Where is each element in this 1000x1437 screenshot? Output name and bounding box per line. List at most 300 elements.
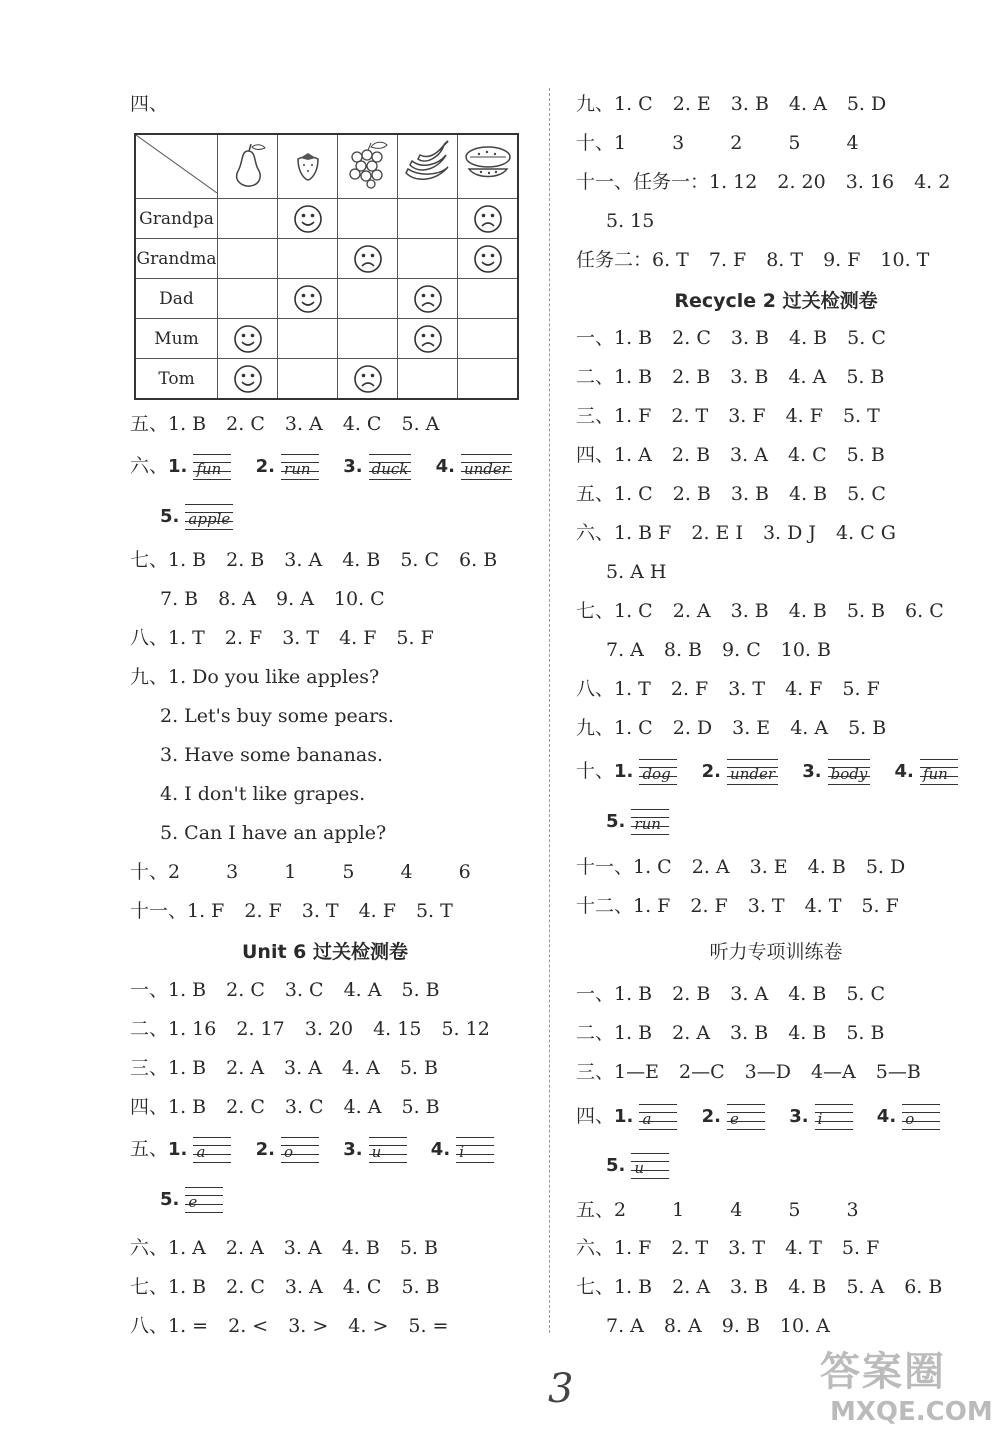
answer-item: 3. A xyxy=(730,983,769,1005)
answer-item: 4. F xyxy=(785,405,823,427)
answer-item: 7. A xyxy=(606,639,644,661)
smile-face-icon xyxy=(293,284,323,314)
answer-item: 1. C xyxy=(614,717,653,739)
answer-item: 3. C xyxy=(284,1096,324,1118)
question-number: 八、 xyxy=(576,678,615,700)
answer-item: 2. B xyxy=(226,549,265,571)
answer-item: 3. A xyxy=(730,444,768,466)
answer-item: 8. A xyxy=(663,1315,702,1337)
question-number: 七、 xyxy=(130,1276,169,1298)
answer-item: 4. T xyxy=(785,1237,822,1259)
handwriting-box xyxy=(193,454,231,480)
answer-line xyxy=(130,1095,460,1119)
question-number: 七、 xyxy=(576,1276,615,1298)
question-number: 八、 xyxy=(130,627,169,649)
answer-item: 3. B xyxy=(730,327,770,349)
sad-face-icon xyxy=(353,364,383,394)
answer-item: 5. B xyxy=(401,1096,440,1118)
answer-line xyxy=(576,1275,962,1299)
answer-item: 6. T xyxy=(652,249,689,271)
handwritten-answer: duck xyxy=(371,460,409,478)
sentence: 5. Can I have an apple? xyxy=(160,822,387,844)
answer-item: 3. A xyxy=(283,1237,322,1259)
answer-item: 4. 2 xyxy=(914,171,951,193)
answer-item: 3. B xyxy=(730,600,769,622)
question-number: 二、 xyxy=(130,1018,169,1040)
handwriting-box xyxy=(281,1137,319,1163)
answer-line xyxy=(576,894,919,918)
answer-item: 3. C xyxy=(284,979,324,1001)
answer-item: 10. A xyxy=(779,1315,830,1337)
answer-item: 2. C xyxy=(672,327,711,349)
item-number: 1. xyxy=(614,761,634,782)
answer-line xyxy=(130,1275,460,1299)
handwritten-answer: u xyxy=(371,1143,382,1161)
handwritten-answer: body xyxy=(830,765,868,783)
answer-item: 2. T xyxy=(671,405,709,427)
item-number: 1. xyxy=(614,1106,634,1127)
table-row xyxy=(135,279,518,319)
answer-item: 4. F xyxy=(358,900,396,922)
answer-item: 1. = xyxy=(168,1315,209,1337)
question-number: 五、 xyxy=(576,483,615,505)
handwriting-box xyxy=(920,759,958,785)
answer-item: 2. B xyxy=(671,444,711,466)
page-number: 3 xyxy=(548,1366,574,1412)
item-number: 4. xyxy=(894,761,914,782)
answer-item: 8. A xyxy=(218,588,257,610)
question-number: 十一、 xyxy=(576,856,634,878)
answer-line xyxy=(576,482,906,506)
answer-item: 7. A xyxy=(606,1315,644,1337)
answer-item: 6. C xyxy=(905,600,944,622)
answer-item: 3. B xyxy=(730,366,769,388)
answer-item: 2. T xyxy=(671,1237,709,1259)
sad-face-icon xyxy=(413,324,443,354)
answer-item: 5. B xyxy=(846,366,885,388)
row-label: Dad xyxy=(135,279,218,319)
sentence: 2. Let's buy some pears. xyxy=(160,705,394,727)
answer-item: 1. F xyxy=(187,900,225,922)
handwriting-box xyxy=(727,759,778,785)
answer-line xyxy=(576,759,958,785)
question-number: 六、 xyxy=(576,1237,615,1259)
strawberry-icon xyxy=(278,134,338,199)
answer-line xyxy=(576,677,900,701)
table-row xyxy=(135,319,518,359)
answer-item: 1. B xyxy=(614,327,653,349)
answer-item: 1—E xyxy=(614,1061,659,1083)
question-number: 八、 xyxy=(130,1315,169,1337)
answer-item: 5. F xyxy=(842,678,880,700)
answer-item: 3. A xyxy=(284,549,323,571)
answer-item: 3. A xyxy=(284,1057,322,1079)
answer-line xyxy=(130,1314,468,1338)
handwritten-answer: fun xyxy=(196,460,222,478)
order-answer: 1 3 2 5 4 xyxy=(614,132,879,154)
table-corner-cell xyxy=(135,134,218,199)
answer-item: 4. T xyxy=(804,895,842,917)
handwritten-answer: i xyxy=(817,1110,823,1128)
answer-item: 5. B xyxy=(401,1276,440,1298)
handwritten-answer: apple xyxy=(188,510,231,528)
handwriting-box xyxy=(727,1104,765,1130)
answer-item: 2. C xyxy=(226,979,265,1001)
answer-item: 3. A xyxy=(284,413,323,435)
handwritten-answer: dog xyxy=(642,765,671,783)
answer-item: 5. 12 xyxy=(441,1018,490,1040)
answer-item: 4. F xyxy=(785,678,823,700)
sad-face-icon xyxy=(353,244,383,274)
answer-item: 2. B xyxy=(672,483,711,505)
answer-line-7 xyxy=(130,548,517,572)
question-number: 十、 xyxy=(576,132,615,154)
question-number: 六、 xyxy=(576,522,615,544)
answer-line xyxy=(130,1236,458,1260)
answer-item: 2. A xyxy=(672,600,711,622)
answer-item: 3. T xyxy=(282,627,320,649)
smile-face-icon xyxy=(233,324,263,354)
answer-line xyxy=(576,326,906,350)
answer-item: 3. > xyxy=(288,1315,329,1337)
answer-item: 2. 17 xyxy=(236,1018,285,1040)
question-number: 四、 xyxy=(576,1105,615,1127)
item-number: 5. xyxy=(160,506,180,527)
order-answer: 2 3 1 5 4 6 xyxy=(168,861,491,883)
question-number: 三、 xyxy=(576,1061,615,1083)
watermelon-icon xyxy=(458,134,519,199)
fruit-preference-table xyxy=(134,133,519,400)
answer-line xyxy=(160,1187,223,1213)
answer-item: 2. F xyxy=(690,895,728,917)
question-number: 二、 xyxy=(576,366,615,388)
question-number: 五、 xyxy=(130,413,169,435)
answer-item: 1. A xyxy=(168,1237,206,1259)
question-number: 任务二： xyxy=(576,249,653,271)
answer-item: 3. E xyxy=(732,717,771,739)
answer-item: 1. C xyxy=(614,483,653,505)
item-number: 3. xyxy=(789,1106,809,1127)
answer-item: 5. B xyxy=(399,1057,438,1079)
answer-line xyxy=(576,1236,899,1260)
answer-item: 5. B xyxy=(846,1022,885,1044)
answer-item: 5. B xyxy=(846,600,886,622)
answer-item: 2. B xyxy=(672,366,711,388)
answer-item: 3. B xyxy=(730,483,770,505)
answer-line xyxy=(130,978,460,1002)
answer-item: 2. C xyxy=(226,413,265,435)
answer-line: 5. 15 xyxy=(606,210,655,232)
answer-item: 4. A xyxy=(341,1057,380,1079)
answer-item: 5. F xyxy=(861,895,899,917)
section-4-label: 四、 xyxy=(130,93,169,115)
answer-item: 1. B F xyxy=(614,522,672,544)
table-row xyxy=(135,199,518,239)
question-number: 五、 xyxy=(576,1199,615,1221)
question-number: 五、 xyxy=(130,1138,169,1160)
question-number: 九、 xyxy=(130,666,169,688)
answer-item: 4. A xyxy=(790,717,829,739)
table-row xyxy=(135,359,518,400)
answer-item: 3. T xyxy=(747,895,785,917)
answer-item: 4. B xyxy=(788,600,827,622)
answer-item: 1. A xyxy=(614,444,652,466)
item-number: 5. xyxy=(606,1155,626,1176)
question-number: 十、 xyxy=(130,861,169,883)
question-number: 一、 xyxy=(576,983,615,1005)
answer-line xyxy=(576,131,879,155)
answer-item: 7. F xyxy=(708,249,747,271)
handwritten-answer: o xyxy=(284,1143,294,1161)
answer-item: 3. T xyxy=(728,678,766,700)
answer-item: 3. B xyxy=(730,1276,769,1298)
answer-line xyxy=(130,1056,458,1080)
handwritten-answer: e xyxy=(730,1110,739,1128)
answer-line xyxy=(576,1021,904,1045)
answer-item: 3. B xyxy=(730,1022,769,1044)
item-number: 4. xyxy=(430,1139,451,1160)
handwriting-box xyxy=(631,809,669,835)
answer-item: 10. C xyxy=(333,588,385,610)
item-number: 2. xyxy=(255,1139,275,1160)
answer-item: 5—B xyxy=(875,1061,921,1083)
question-number: 十二、 xyxy=(576,895,634,917)
answer-item: 4. A xyxy=(788,93,827,115)
answer-line xyxy=(576,365,904,389)
question-number: 一、 xyxy=(130,979,169,1001)
answer-line xyxy=(606,1314,850,1338)
question-number: 二、 xyxy=(576,1022,615,1044)
answer-item: 4. B xyxy=(789,327,828,349)
answer-item: 1. B xyxy=(614,983,653,1005)
handwriting-box xyxy=(828,759,871,785)
answer-item: 5. A xyxy=(846,1276,885,1298)
handwritten-answer: fun xyxy=(922,765,948,783)
answer-line-5 xyxy=(130,412,459,436)
answer-item: 4. > xyxy=(348,1315,389,1337)
answer-line-10 xyxy=(130,860,491,884)
answer-item: 10. B xyxy=(780,639,831,661)
item-number: 5. xyxy=(606,811,626,832)
answer-item: 2. E I xyxy=(691,522,743,544)
answer-item: 4. B xyxy=(807,856,846,878)
answer-item: 2. 20 xyxy=(777,171,826,193)
answer-item: 10. T xyxy=(880,249,930,271)
answer-item: 2. F xyxy=(670,678,709,700)
answer-item: 1. B xyxy=(614,1276,653,1298)
answer-item: 2. A xyxy=(226,1057,265,1079)
answer-item: 1. 12 xyxy=(709,171,758,193)
handwriting-box xyxy=(639,1104,677,1130)
handwritten-answer: under xyxy=(730,765,776,783)
handwritten-answer: i xyxy=(459,1143,465,1161)
answer-line xyxy=(606,638,851,662)
item-number: 4. xyxy=(435,456,455,477)
answer-line xyxy=(576,443,905,467)
answer-item: 5. F xyxy=(841,1237,880,1259)
answer-item: 2. A xyxy=(672,1276,711,1298)
answer-line xyxy=(576,248,949,272)
answer-item: 1. T xyxy=(168,627,205,649)
item-number: 3. xyxy=(343,1139,363,1160)
answer-item: 5. F xyxy=(396,627,434,649)
answer-item: 1. 16 xyxy=(168,1018,217,1040)
answer-item: 1. B xyxy=(168,549,207,571)
answer-item: 1. F xyxy=(614,405,652,427)
handwritten-answer: run xyxy=(634,815,661,833)
handwritten-answer: under xyxy=(463,460,509,478)
answer-item: 4. B xyxy=(789,483,828,505)
answer-line-11 xyxy=(130,899,473,923)
answer-line xyxy=(576,982,905,1006)
answer-item: 2. D xyxy=(672,717,713,739)
question-number: 六、 xyxy=(130,455,169,477)
answer-item: 3—D xyxy=(744,1061,791,1083)
answer-line xyxy=(576,521,916,545)
question-number: 三、 xyxy=(576,405,615,427)
answer-item: 9. B xyxy=(721,1315,760,1337)
answer-item: 9. A xyxy=(276,588,314,610)
answer-item: 2. E xyxy=(672,93,711,115)
answer-item: 1. B xyxy=(614,1022,653,1044)
column-divider xyxy=(549,88,550,1333)
answer-line-8 xyxy=(130,626,454,650)
answer-item: 2—C xyxy=(678,1061,725,1083)
answer-item: 2. B xyxy=(672,983,711,1005)
row-label: Grandpa xyxy=(135,199,218,239)
answer-item: 2. A xyxy=(672,1022,711,1044)
answer-item: 2. A xyxy=(225,1237,264,1259)
banana-icon xyxy=(398,134,458,199)
handwriting-box xyxy=(456,1137,494,1163)
handwriting-box xyxy=(185,504,233,530)
answer-item: 5. T xyxy=(415,900,453,922)
answer-item: 1. T xyxy=(614,678,651,700)
item-number: 1. xyxy=(168,1139,188,1160)
handwriting-box xyxy=(281,454,319,480)
item-number: 5. xyxy=(160,1189,180,1210)
answer-item: 9. C xyxy=(722,639,761,661)
question-number: 十一、 xyxy=(130,900,188,922)
answer-item: 4. A xyxy=(343,1096,382,1118)
row-label: Tom xyxy=(135,359,218,400)
handwriting-box xyxy=(815,1104,853,1130)
handwritten-answer: a xyxy=(196,1143,206,1161)
answer-item: 7. B xyxy=(160,588,199,610)
question-number: 三、 xyxy=(130,1057,169,1079)
answer-item: 4—A xyxy=(810,1061,856,1083)
answer-item: 5. B xyxy=(846,444,885,466)
answer-item: 4. 15 xyxy=(373,1018,422,1040)
grapes-icon xyxy=(338,134,398,199)
answer-line-6b xyxy=(160,504,233,530)
answer-line xyxy=(130,1137,494,1163)
question-number: 七、 xyxy=(130,549,169,571)
answer-item: 3. D J xyxy=(762,522,817,544)
answer-item: 1. B xyxy=(168,1057,207,1079)
item-number: 2. xyxy=(701,761,721,782)
handwritten-answer: run xyxy=(284,460,311,478)
question-number: 七、 xyxy=(576,600,615,622)
answer-line xyxy=(606,809,669,835)
answer-line-9: 九、1. Do you like apples? xyxy=(130,666,380,688)
answer-item: 5. B xyxy=(848,717,887,739)
answer-item: 4. B xyxy=(788,983,827,1005)
question-number: 六、 xyxy=(130,1237,169,1259)
answer-item: 4. C xyxy=(342,1276,382,1298)
answer-line xyxy=(576,1060,941,1084)
answer-item: 2. A xyxy=(691,856,730,878)
answer-item: 3. E xyxy=(749,856,788,878)
answer-item: 1. C xyxy=(614,93,653,115)
sad-face-icon xyxy=(473,204,503,234)
answer-item: 4. B xyxy=(788,1022,827,1044)
question-number: 十、 xyxy=(576,760,615,782)
item-number: 2. xyxy=(255,456,275,477)
answer-line: 5. A H xyxy=(606,561,667,583)
answer-item: 6. B xyxy=(904,1276,943,1298)
handwriting-box xyxy=(369,454,412,480)
table-row xyxy=(135,239,518,279)
handwritten-answer: a xyxy=(642,1110,652,1128)
sentence: 4. I don't like grapes. xyxy=(160,783,366,805)
handwriting-box xyxy=(185,1187,223,1213)
answer-item: 4. C xyxy=(787,444,827,466)
question-number: 十一、任务一： xyxy=(576,171,710,193)
answer-item: 4. A xyxy=(788,366,827,388)
answer-item: 1. B xyxy=(168,979,207,1001)
answer-line-6 xyxy=(130,454,512,480)
section-title-unit6: Unit 6 过关检测卷 xyxy=(242,941,408,963)
answer-item: 4. F xyxy=(339,627,377,649)
item-number: 3. xyxy=(343,456,363,477)
item-number: 2. xyxy=(701,1106,721,1127)
answer-item: 3. A xyxy=(284,1276,323,1298)
answer-item: 9. F xyxy=(823,249,861,271)
answer-item: 1. F xyxy=(614,1237,652,1259)
answer-line xyxy=(576,92,906,116)
answer-item: 4. C xyxy=(342,413,382,435)
sentence: 3. Have some bananas. xyxy=(160,744,383,766)
answer-item: 3. B xyxy=(730,93,769,115)
answer-item: 4. C G xyxy=(836,522,896,544)
answer-item: 3. 16 xyxy=(845,171,895,193)
question-number: 九、 xyxy=(576,93,615,115)
item-number: 3. xyxy=(802,761,822,782)
answer-item: 1. C xyxy=(633,856,672,878)
sad-face-icon xyxy=(413,284,443,314)
answer-item: 1. B xyxy=(168,1276,207,1298)
answer-item: 1. F xyxy=(633,895,671,917)
answer-line xyxy=(130,1017,510,1041)
answer-item: 5. T xyxy=(842,405,880,427)
smile-face-icon xyxy=(473,244,503,274)
handwriting-box xyxy=(902,1104,940,1130)
item-number: 1. xyxy=(168,456,188,477)
answer-item: 5. C xyxy=(846,983,886,1005)
answer-item: 2. C xyxy=(226,1096,265,1118)
answer-item: 3. T xyxy=(728,1237,766,1259)
handwriting-box xyxy=(631,1153,669,1179)
answer-line xyxy=(576,716,906,740)
row-label: Mum xyxy=(135,319,218,359)
answer-item: 1. C xyxy=(614,600,653,622)
handwriting-box xyxy=(639,759,677,785)
smile-face-icon xyxy=(233,364,263,394)
answer-item: 2. F xyxy=(224,627,263,649)
smile-face-icon xyxy=(293,204,323,234)
answer-item: 6. B xyxy=(459,549,498,571)
